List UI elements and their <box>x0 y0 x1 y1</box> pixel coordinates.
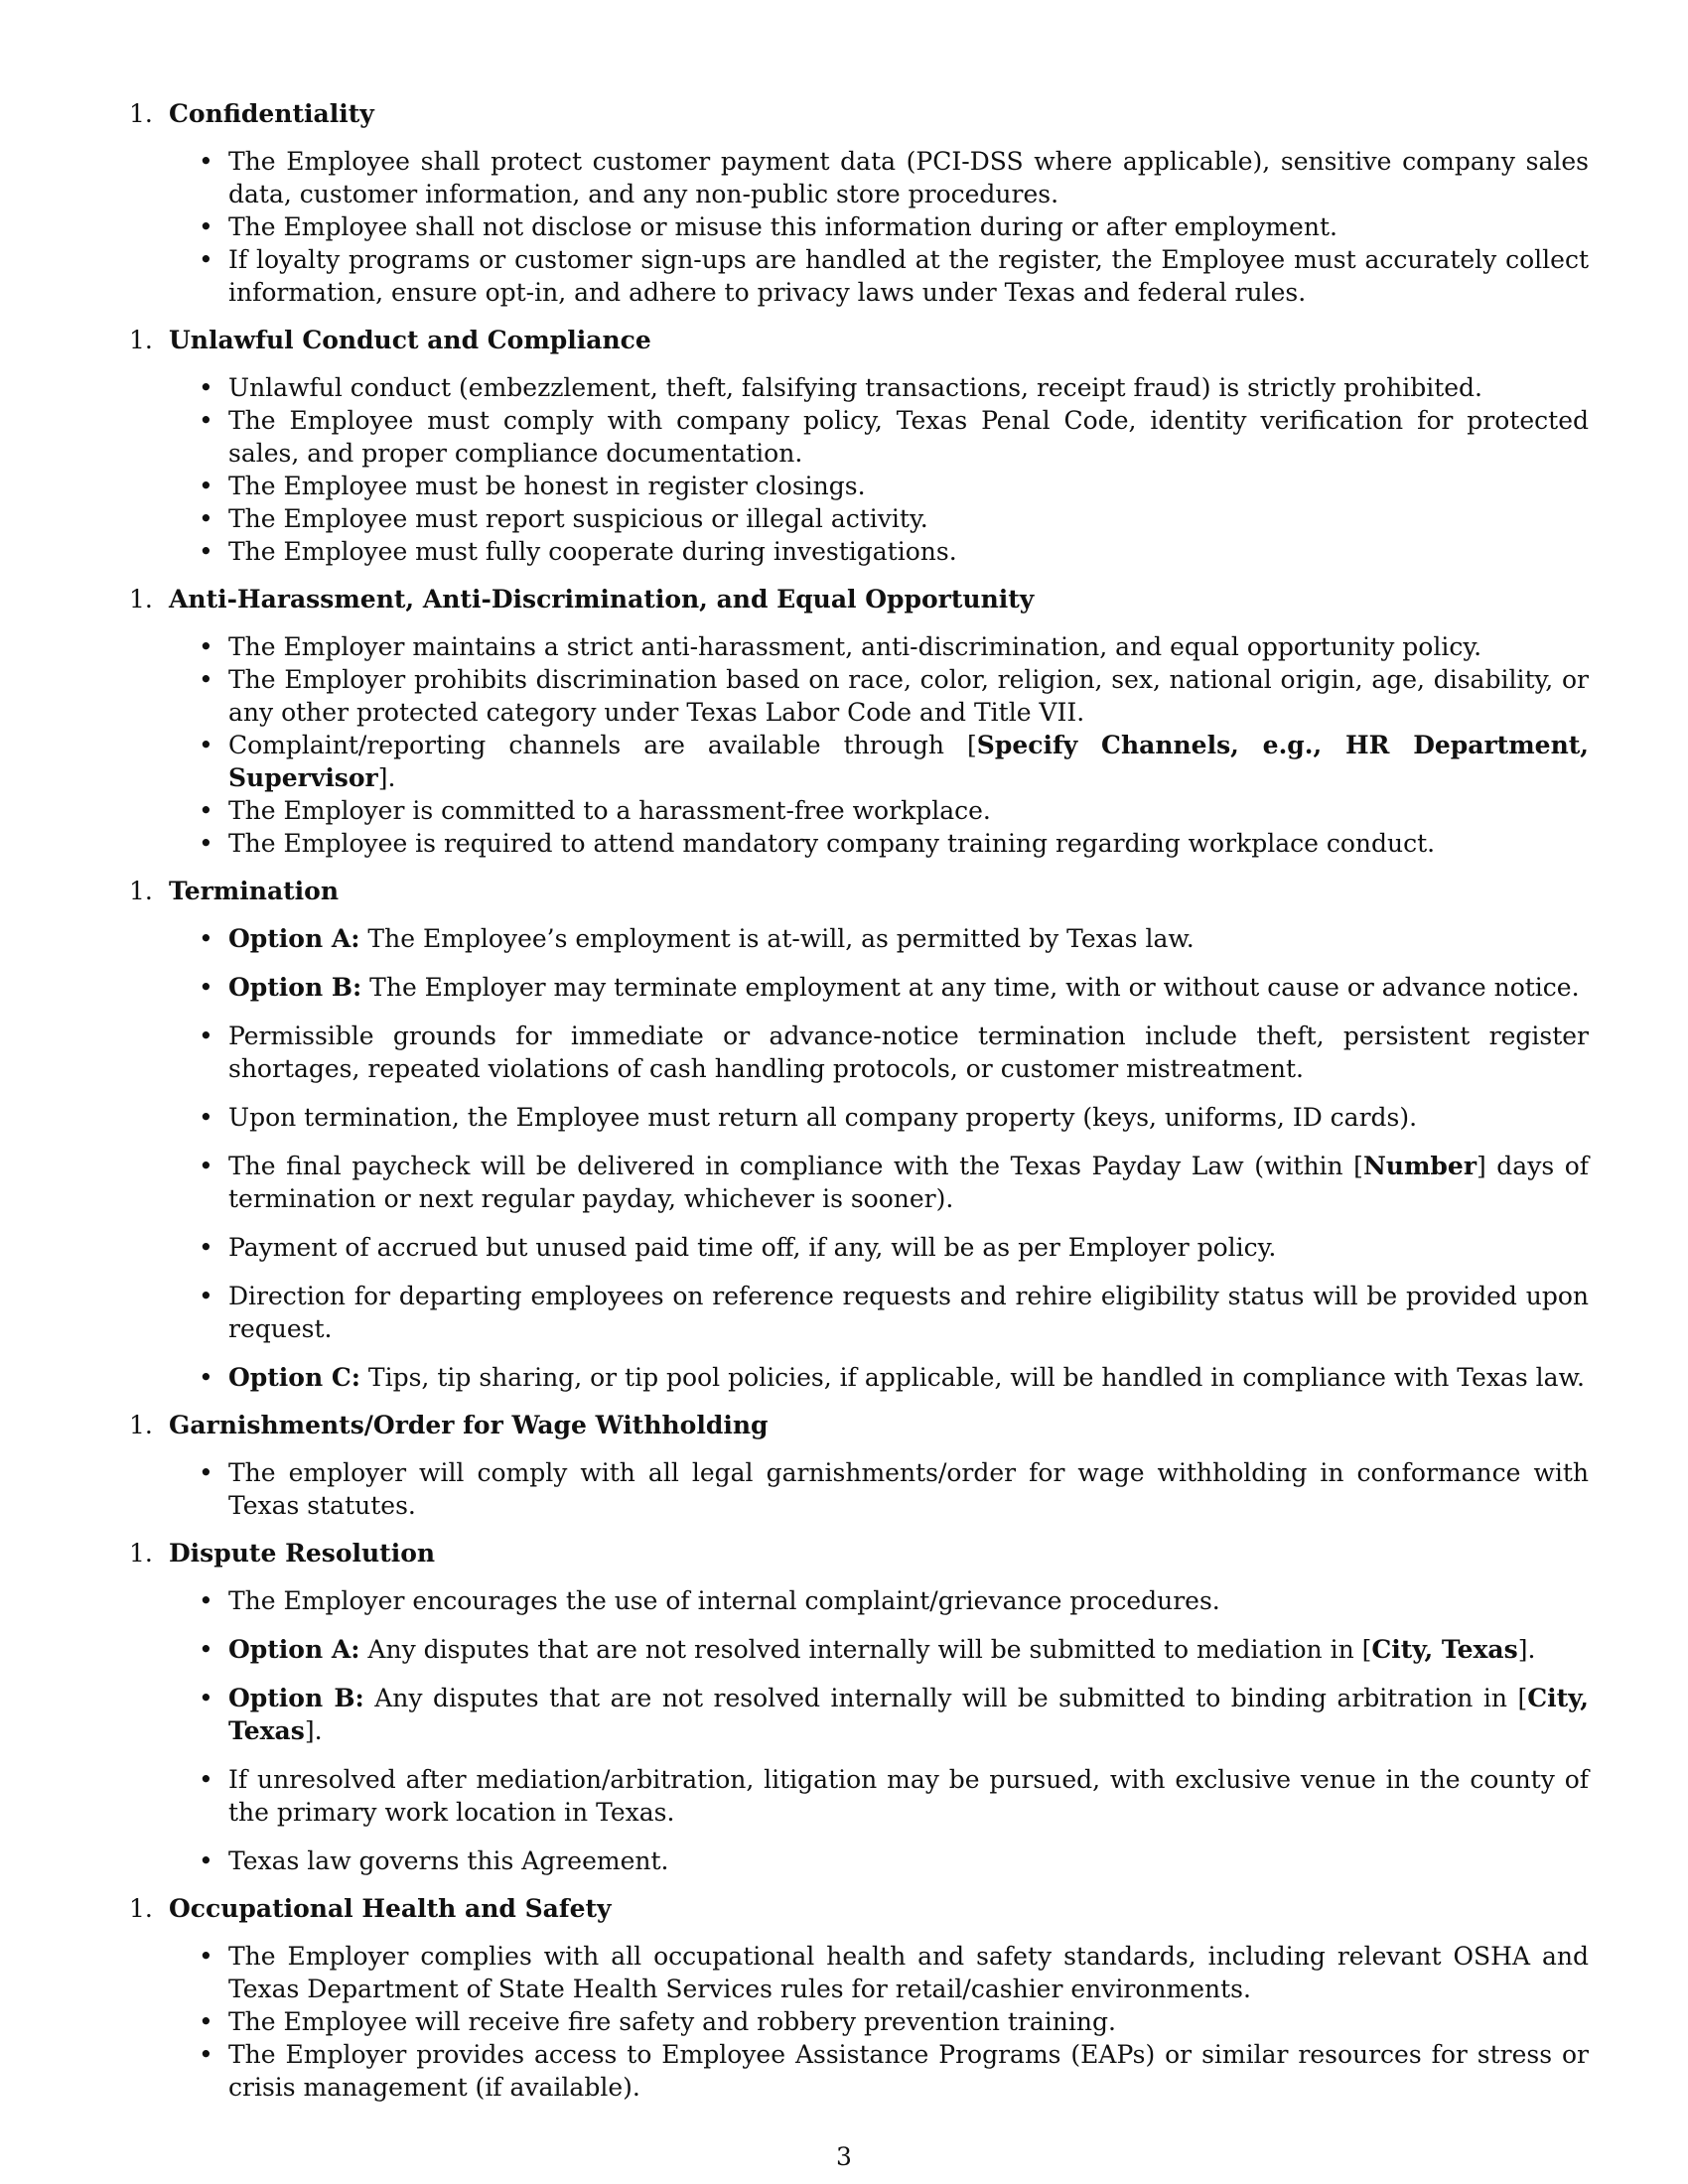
list-item: • The Employee will receive fire safety and robbery prevention training. <box>228 2005 1589 2038</box>
option-label: Option A: <box>228 924 360 953</box>
list-item: • The Employer encourages the use of internal complaint/grievance procedures. <box>228 1584 1589 1617</box>
list-item: • Payment of accrued but unused paid time off, if any, will be as per Employer policy. <box>228 1231 1589 1264</box>
section-number: 1. <box>129 326 153 354</box>
section-heading <box>129 1892 1589 1925</box>
item-text: Tips, tip sharing, or tip pool policies, if applicable, will be handled in compliance with Texas law. <box>359 1363 1585 1392</box>
section-termination <box>129 875 1589 1394</box>
list-item <box>228 729 1589 794</box>
option-label: Option B: <box>228 973 362 1002</box>
placeholder-text: Specify Channels, e.g., HR Department, Supervisor <box>228 731 1589 792</box>
section-confidentiality <box>129 97 1589 309</box>
list-item: • The Employee is required to attend mandatory company training regarding workplace conduct. <box>228 827 1589 860</box>
section-unlawful-conduct <box>129 324 1589 568</box>
section-heading <box>129 583 1589 615</box>
list-item: • The Employee must be honest in register closings. <box>228 470 1589 502</box>
bullet-list <box>129 1940 1589 2104</box>
list-item: • If unresolved after mediation/arbitration, litigation may be pursued, with exclusive venue in the county of the primary work location in Texas. <box>228 1763 1589 1829</box>
bullet-list <box>129 630 1589 860</box>
section-heading <box>129 1409 1589 1441</box>
section-number: 1. <box>129 99 153 128</box>
page-number: 3 <box>836 2142 852 2171</box>
list-item: • The Employer is committed to a harassment-free workplace. <box>228 794 1589 827</box>
item-text: Complaint/reporting channels are available through [ <box>228 731 977 759</box>
list-item: • Upon termination, the Employee must return all company property (keys, uniforms, ID cards). <box>228 1101 1589 1134</box>
option-label: Option C: <box>228 1363 360 1392</box>
list-item: • Permissible grounds for immediate or advance-notice termination include theft, persistent register shortages, repeated violations of cash handling protocols, or customer mistreatment. <box>228 1020 1589 1085</box>
list-item <box>228 1361 1589 1394</box>
item-text: ]. <box>1517 1635 1536 1664</box>
list-item: • The Employer complies with all occupational health and safety standards, including relevant OSHA and Texas Department of State Health Services rules for retail/cashier environments. <box>228 1940 1589 2005</box>
list-item <box>228 1682 1589 1747</box>
bullet-list <box>129 922 1589 1394</box>
list-item: • The Employee must comply with company policy, Texas Penal Code, identity verification for protected sales, and proper compliance documentation. <box>228 404 1589 470</box>
section-title: Garnishments/Order for Wage Withholding <box>169 1411 769 1439</box>
section-health-safety <box>129 1892 1589 2104</box>
item-text: The final paycheck will be delivered in compliance with the Texas Payday Law (within [ <box>228 1152 1363 1180</box>
item-text: ] days of termination or next regular payday, whichever is sooner). <box>228 1152 1590 1213</box>
section-heading <box>129 97 1589 130</box>
item-text: The Employer may terminate employment at any time, with or without cause or advance notice. <box>361 973 1580 1002</box>
list-item: • The Employee shall not disclose or misuse this information during or after employment. <box>228 210 1589 243</box>
list-item: • Texas law governs this Agreement. <box>228 1844 1589 1877</box>
section-title: Dispute Resolution <box>169 1539 436 1568</box>
list-item: • The employer will comply with all legal garnishments/order for wage withholding in conformance with Texas statutes. <box>228 1456 1589 1522</box>
section-title: Occupational Health and Safety <box>169 1894 612 1923</box>
placeholder-text: Number <box>1362 1152 1477 1180</box>
section-title: Anti-Harassment, Anti-Discrimination, and Equal Opportunity <box>169 585 1035 614</box>
section-number: 1. <box>129 877 153 905</box>
section-dispute-resolution <box>129 1537 1589 1877</box>
list-item: • If loyalty programs or customer sign-ups are handled at the register, the Employee must accurately collect information, ensure opt-in, and adhere to privacy laws under Texas and federal rules. <box>228 243 1589 309</box>
list-item: • The Employee must fully cooperate during investigations. <box>228 535 1589 568</box>
bullet-list <box>129 1456 1589 1522</box>
section-garnishments <box>129 1409 1589 1522</box>
list-item: • The Employer provides access to Employee Assistance Programs (EAPs) or similar resources for stress or crisis management (if available). <box>228 2038 1589 2104</box>
section-title: Confidentiality <box>169 99 374 128</box>
section-number: 1. <box>129 1894 153 1923</box>
option-label: Option B: <box>228 1684 364 1712</box>
list-item: • The Employee shall protect customer payment data (PCI-DSS where applicable), sensitive company sales data, customer information, and any non-public store procedures. <box>228 145 1589 210</box>
item-text: ]. <box>377 763 396 792</box>
placeholder-text: City, Texas <box>1371 1635 1518 1664</box>
section-heading <box>129 875 1589 907</box>
bullet-list <box>129 1584 1589 1877</box>
list-item <box>228 971 1589 1004</box>
item-text: The Employee’s employment is at-will, as permitted by Texas law. <box>359 924 1195 953</box>
bullet-list <box>129 371 1589 568</box>
section-title: Termination <box>169 877 340 905</box>
section-heading <box>129 1537 1589 1570</box>
section-anti-harassment <box>129 583 1589 860</box>
item-text: ]. <box>304 1716 323 1745</box>
bullet-list <box>129 145 1589 309</box>
list-item: • The Employer maintains a strict anti-harassment, anti-discrimination, and equal opportunity policy. <box>228 630 1589 663</box>
option-label: Option A: <box>228 1635 360 1664</box>
list-item: • Unlawful conduct (embezzlement, theft, falsifying transactions, receipt fraud) is strictly prohibited. <box>228 371 1589 404</box>
list-item: • The Employer prohibits discrimination based on race, color, religion, sex, national origin, age, disability, or any other protected category under Texas Labor Code and Title VII. <box>228 663 1589 729</box>
section-number: 1. <box>129 1539 153 1568</box>
section-number: 1. <box>129 1411 153 1439</box>
section-heading <box>129 324 1589 356</box>
list-item <box>228 922 1589 955</box>
item-text: Any disputes that are not resolved internally will be submitted to mediation in [ <box>359 1635 1372 1664</box>
item-text: Any disputes that are not resolved internally will be submitted to binding arbitration in [ <box>363 1684 1528 1712</box>
section-title: Unlawful Conduct and Compliance <box>169 326 651 354</box>
list-item: • The Employee must report suspicious or illegal activity. <box>228 502 1589 535</box>
placeholder-text: City, Texas <box>228 1684 1590 1745</box>
list-item: • Direction for departing employees on reference requests and rehire eligibility status will be provided upon request. <box>228 1280 1589 1345</box>
document-page <box>129 97 1589 2118</box>
list-item <box>228 1150 1589 1215</box>
section-number: 1. <box>129 585 153 614</box>
list-item <box>228 1633 1589 1666</box>
